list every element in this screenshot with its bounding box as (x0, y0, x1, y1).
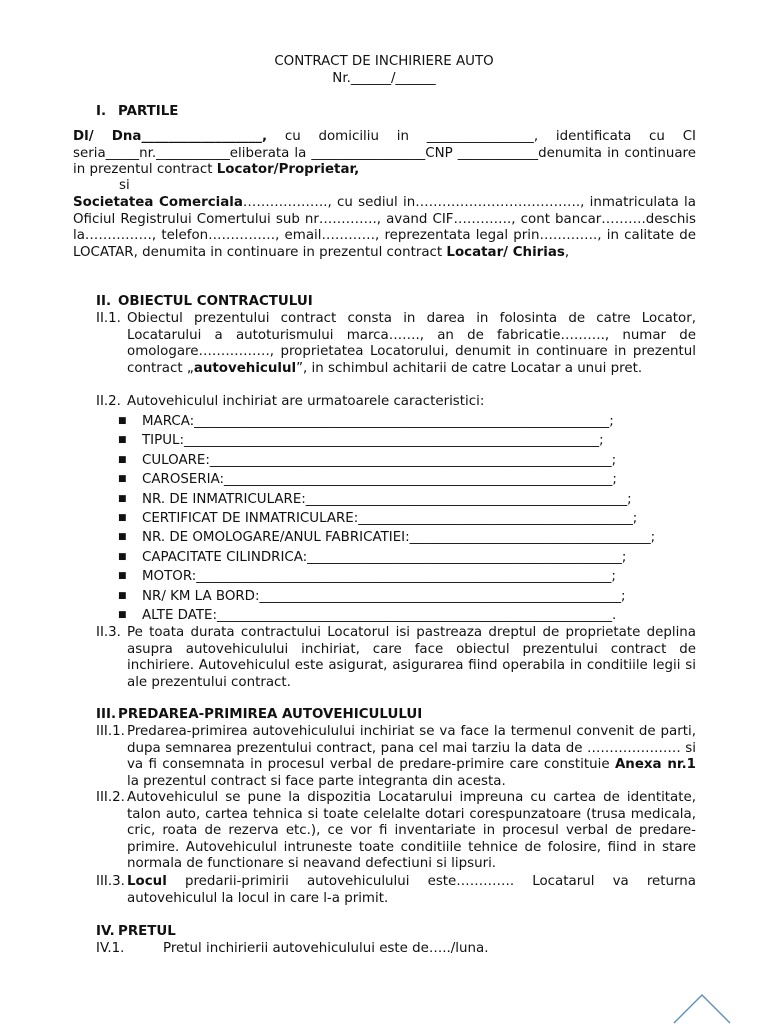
spec-item (118, 528, 698, 547)
spec-item (118, 548, 698, 567)
spec-field: MARCA:______________________________________________________________; (142, 414, 614, 429)
punctuation: , (564, 244, 570, 260)
clause-label: IV.1. (96, 941, 125, 956)
clause-text-part: ”, in schimbul achitarii de catre Locatar a unui pret. (296, 360, 643, 376)
locator-name-label: Dl/ Dna__________________, (73, 129, 268, 144)
clause-text-part: predarii-primirii autovehiculului este…………. Locatarul va returna autovehiculul la locul in care l-a primit. (127, 874, 696, 906)
bullet-square-icon: ■ (118, 571, 127, 582)
section-number: II. (96, 294, 112, 309)
spec-item (118, 431, 698, 450)
bullet-square-icon: ■ (118, 590, 127, 601)
spec-field: CAROSERIA:__________________________________________________________; (142, 472, 617, 488)
clause-text-part: la prezentul contract si face parte integranta din acesta. (127, 773, 506, 789)
clause-label: III.3. (96, 874, 125, 889)
bullet-square-icon: ■ (118, 474, 127, 485)
spec-item (118, 412, 698, 431)
section-title: PRETUL (118, 924, 176, 939)
section-title: OBIECTUL CONTRACTULUI (118, 294, 313, 309)
conjunction-si: si (119, 178, 130, 193)
section-title: PARTILE (118, 104, 179, 119)
clause-text (127, 724, 696, 790)
clause-text: Pretul inchirierii autovehiculului este de…../luna. (163, 941, 489, 956)
spec-item (118, 606, 698, 625)
spec-field: CAPACITATE CILINDRICA:_______________________________________________; (142, 549, 627, 565)
clause-text (127, 874, 696, 907)
section-heading-predarea (96, 707, 422, 724)
clause-label: II.3. (96, 625, 121, 640)
defined-term: autovehiculul (193, 360, 297, 376)
clause-label: II.2. (96, 394, 121, 409)
spec-field: CULOARE:____________________________________________________________; (142, 452, 617, 468)
spec-item (118, 451, 698, 470)
clause-label: III.2. (96, 790, 125, 805)
spec-field: CERTIFICAT DE INMATRICULARE:_________________________________________; (142, 510, 638, 526)
locatar-company-label: Societatea Comerciala (73, 195, 243, 210)
section-number: III. (96, 707, 117, 722)
clause-II-3 (96, 625, 696, 691)
clause-text-part: Obiectul prezentului contract consta in darea in folosinta de catre Locator, Locatarului a autoturismului marca……., an de fabricatie………., numar de omologare……………., proprietatea Locatorului, denumit in continuare in prezentul contract „ (127, 311, 696, 376)
locatar-details: ………………., cu sediul in………………………………., inmatriculata la Oficiul Registrului Comertului sub nr…………., avand CIF…………., cont bancar……….deschis la……………, telefon……………, email…………, reprezentata legal prin…………., in calitate de LOCATAR, denumita in continuare in prezentul contract (73, 195, 696, 260)
bullet-square-icon: ■ (118, 435, 127, 446)
contract-title: CONTRACT DE INCHIRIERE AUTO (274, 54, 494, 69)
diamond-outline-icon (672, 993, 732, 1033)
spec-item (118, 567, 698, 586)
defined-term: Locul (127, 874, 167, 889)
clause-II-2 (96, 394, 696, 411)
clause-IV-1 (96, 941, 696, 958)
party-locator-paragraph (73, 129, 696, 179)
bullet-square-icon: ■ (118, 512, 127, 523)
section-number: I. (96, 104, 107, 119)
vehicle-spec-list (118, 412, 698, 625)
clause-text: Autovehiculul se pune la dispozitia Locatarului impreuna cu cartea de identitate, talon auto, cartea tehnica si toate celelalte dotari corespunzatoare (trusa medicala, cric, roata de rezerva etc.), ce vor fi inventariate in procesul verbal de predare-primire. Autovehiculul intruneste toate conditiile tehnice de folosire, fiind in stare normala de functionare si neavand defectiuni si lipsuri. (127, 790, 696, 871)
clause-II-1 (96, 311, 696, 377)
clause-label: II.1. (96, 311, 121, 326)
party-locatar-paragraph (73, 195, 696, 261)
spec-field: NR/ KM LA BORD:______________________________________________________; (142, 588, 626, 604)
locatar-role: Locatar/ Chirias (446, 244, 565, 260)
spec-field: TIPUL:______________________________________________________________; (142, 433, 604, 449)
bullet-square-icon: ■ (118, 532, 127, 543)
clause-text-part: Predarea-primirea autovehiculului inchiriat se va face la termenul convenit de parti, dupa semnarea prezentului contract, pana cel mai tarziu la data de ………………… si va fi consemnata in procesul verbal de predare-primire care constituie (127, 724, 696, 772)
annex-reference: Anexa nr.1 (614, 757, 696, 772)
clause-text: Autovehiculul inchiriat are urmatoarele caracteristici: (127, 394, 485, 409)
spec-field: NR. DE OMOLOGARE/ANUL FABRICATIEI:____________________________________; (142, 530, 656, 546)
spec-field: NR. DE INMATRICULARE:________________________________________________; (142, 491, 632, 507)
clause-text: Pe toata durata contractului Locatorul isi pastreaza dreptul de proprietate deplina asupra autovehiculului inchiriat, care face obiectul prezentului contract de inchiriere. Autovehiculul este asigurat, asigurarea fiind operabila in conditiile legii si ale prezentului contract. (127, 625, 696, 690)
locator-details: cu domiciliu in ________________, identificata cu CI seria_____nr.___________eliberata la _________________CNP ____________denumita in continuare in prezentul contract (73, 129, 696, 177)
clause-III-2 (96, 790, 696, 873)
section-heading-partile (96, 104, 178, 121)
section-number: IV. (96, 924, 115, 939)
spec-field: ALTE DATE:___________________________________________________________. (142, 607, 617, 623)
bullet-square-icon: ■ (118, 609, 127, 620)
bullet-square-icon: ■ (118, 416, 127, 426)
clause-label: III.1. (96, 724, 125, 739)
contract-number: Nr.______/______ (332, 71, 436, 86)
bullet-square-icon: ■ (118, 454, 127, 465)
bullet-square-icon: ■ (118, 493, 127, 504)
spec-item (118, 587, 698, 606)
clause-III-1 (96, 724, 696, 790)
clause-text (127, 311, 696, 377)
locator-role: Locator/Proprietar, (216, 162, 360, 177)
spec-item (118, 509, 698, 528)
section-heading-obiectul (96, 294, 313, 311)
spec-item (118, 490, 698, 509)
section-title: PREDAREA-PRIMIREA AUTOVEHICULULUI (118, 707, 423, 722)
spec-field: MOTOR:______________________________________________________________; (142, 569, 616, 585)
bullet-square-icon: ■ (118, 551, 127, 562)
spec-item (118, 470, 698, 489)
section-heading-pretul (96, 924, 176, 941)
clause-III-3 (96, 874, 696, 907)
